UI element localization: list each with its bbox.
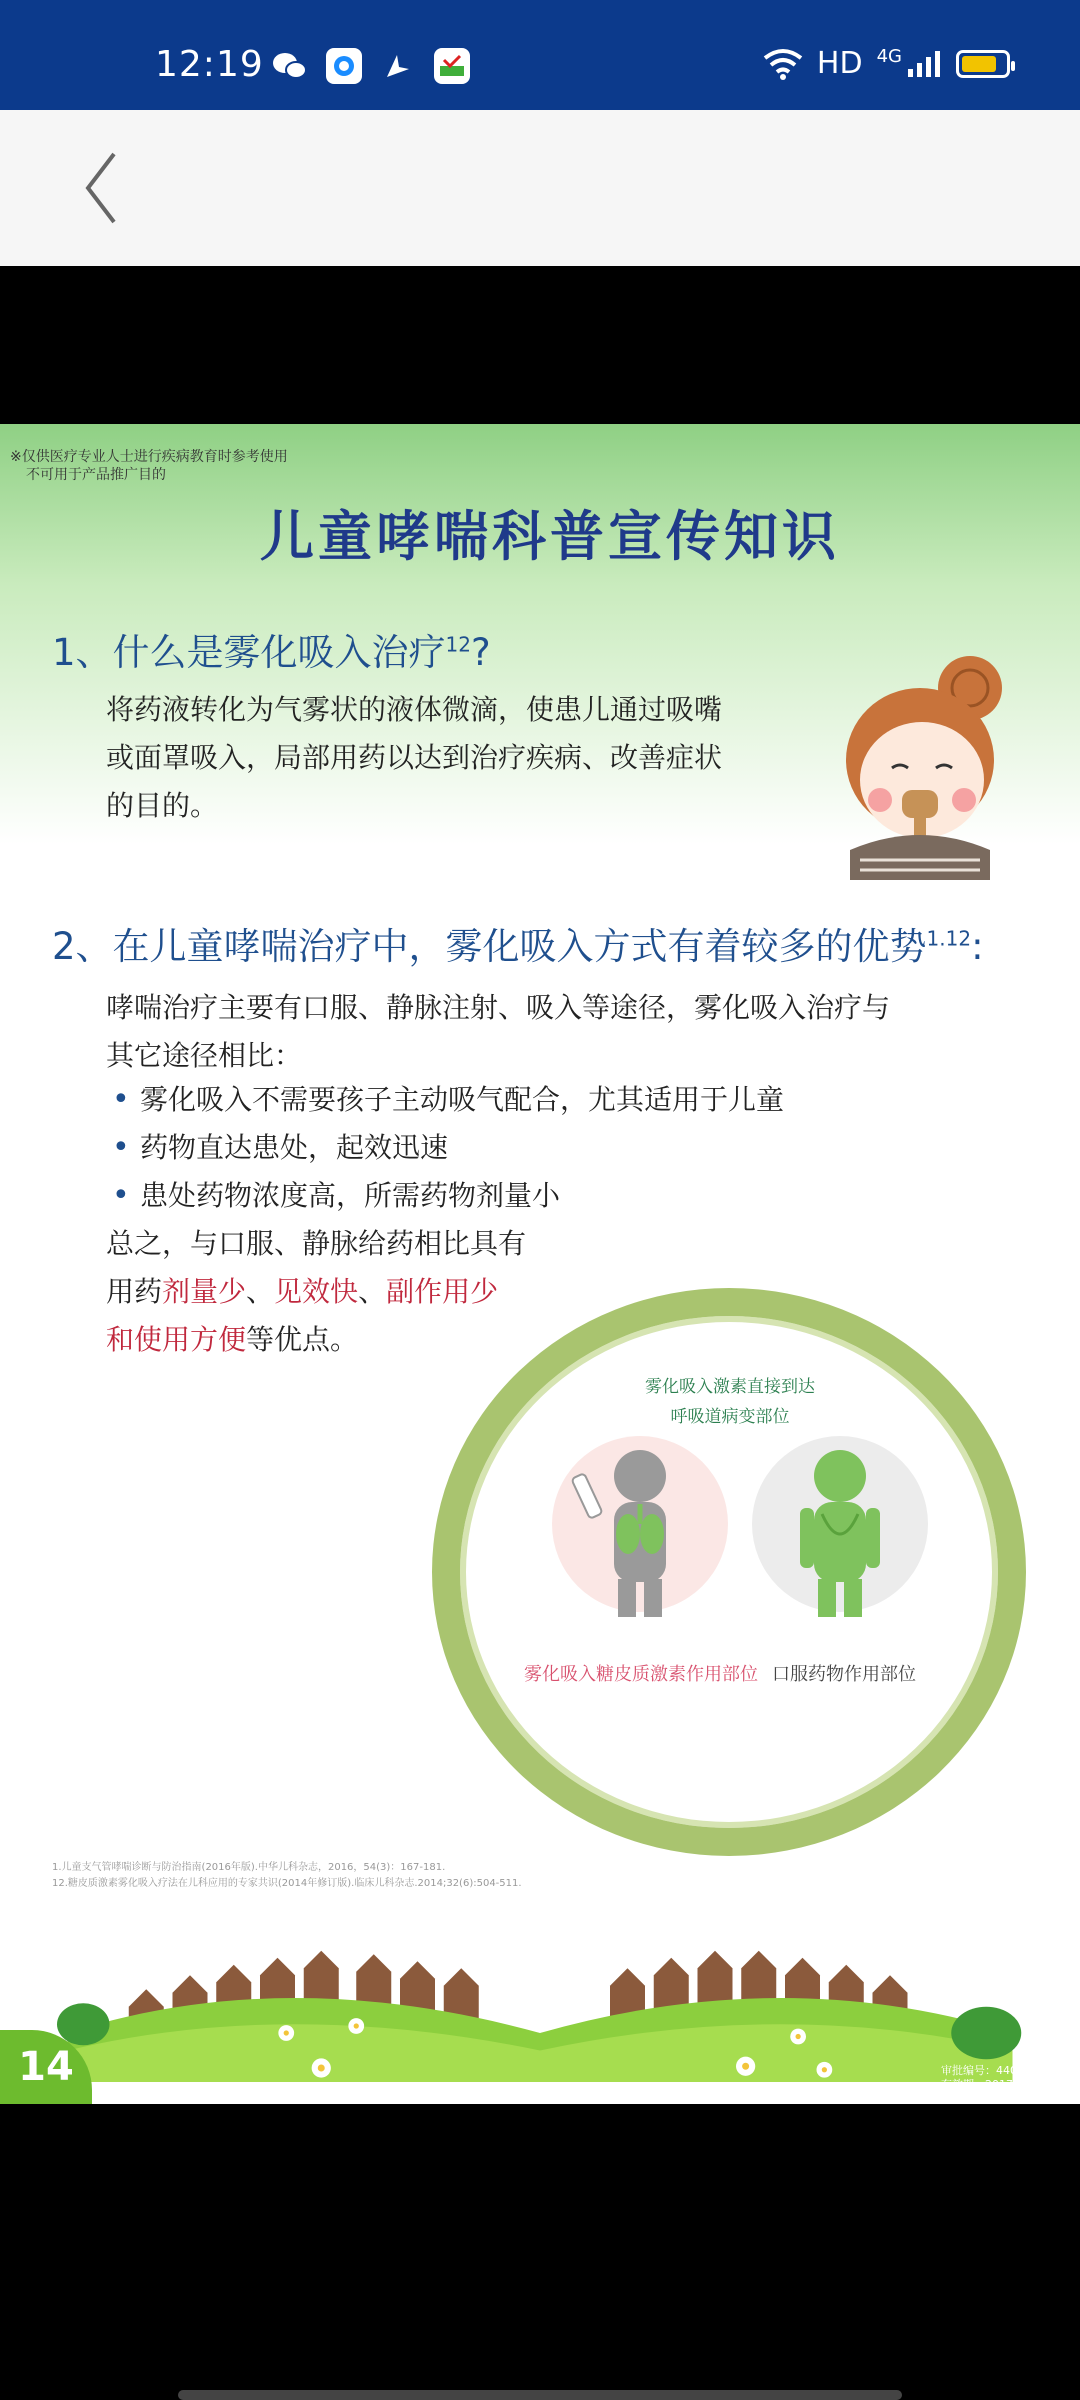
signal-icon [906,49,942,79]
browser-icon [326,48,362,84]
back-button[interactable] [70,148,140,228]
wechat-icon [272,48,308,84]
illustration-caption: 雾化吸入激素直接到达 呼吸道病变部位 [645,1377,815,1427]
section2-heading: 2、在儿童哮喘治疗中，雾化吸入方式有着较多的优势$^{1.12}$: [52,925,984,968]
status-indicators [763,46,1010,81]
hd-label: HD [816,46,863,81]
status-bar [0,0,1080,110]
nav-bar [0,110,1080,266]
inhaled-label: 雾化吸入糖皮质激素作用部位 [524,1664,758,1685]
list-item: • 药物直达患处，起效迅速 [108,1124,784,1172]
battery-icon [956,50,1010,78]
page-number-badge: 14 [0,2030,92,2104]
advantages-list [108,1076,784,1220]
slide-image [0,424,1080,2104]
disclaimer: ※仅供医疗专业人士进行疾病教育时参考使用 不可用于产品推广目的 [10,449,288,483]
section1-body: 将药液转化为气雾状的液体微滴，使患儿通过吸嘴 或面罩吸入，局部用药以达到治疗疾病、改善症状 的目的。 [106,693,723,822]
cell-label: 4G [876,46,902,67]
grass-fence-decoration [0,1928,1080,2082]
inhaled-body-figure [552,1434,732,1624]
status-app-icons [272,48,470,84]
list-item: • 患处药物浓度高，所需药物剂量小 [108,1172,784,1220]
oral-body-figure [752,1434,932,1624]
girl-illustration [840,640,1020,880]
section2-intro: 哮喘治疗主要有口服、静脉注射、吸入等途径，雾化吸入治疗与 其它途径相比： [106,991,891,1072]
chevron-left-icon [70,148,140,228]
send-icon [380,48,416,84]
wifi-icon [763,48,803,80]
status-time: 12:19 [155,44,264,85]
section1-heading: 1、什么是雾化吸入治疗$^{12}$? [52,631,491,674]
oral-label: 口服药物作用部位 [772,1664,916,1685]
references: 1.儿童支气管哮喘诊断与防治指南(2016年版).中华儿科杂志，2016，54(3)：167-181. 12.糖皮质激素雾化吸入疗法在儿科应用的专家共识(2014年修订版).临床儿科杂志.2014;32(6):504-511. [52,1862,522,1889]
slide-title: 儿童哮喘科普宣传知识 [260,505,840,568]
approval-stamp: 审批编号：44000022 有效期：2017/12/10 [941,2064,1052,2091]
home-indicator[interactable] [178,2390,902,2400]
conclusion-text: 总之，与口服、静脉给药相比具有 用药剂量少、见效快、副作用少 和使用方便等优点。 [106,1227,527,1356]
list-item: • 雾化吸入不需要孩子主动吸气配合，尤其适用于儿童 [108,1076,784,1124]
app-icon [434,48,470,84]
